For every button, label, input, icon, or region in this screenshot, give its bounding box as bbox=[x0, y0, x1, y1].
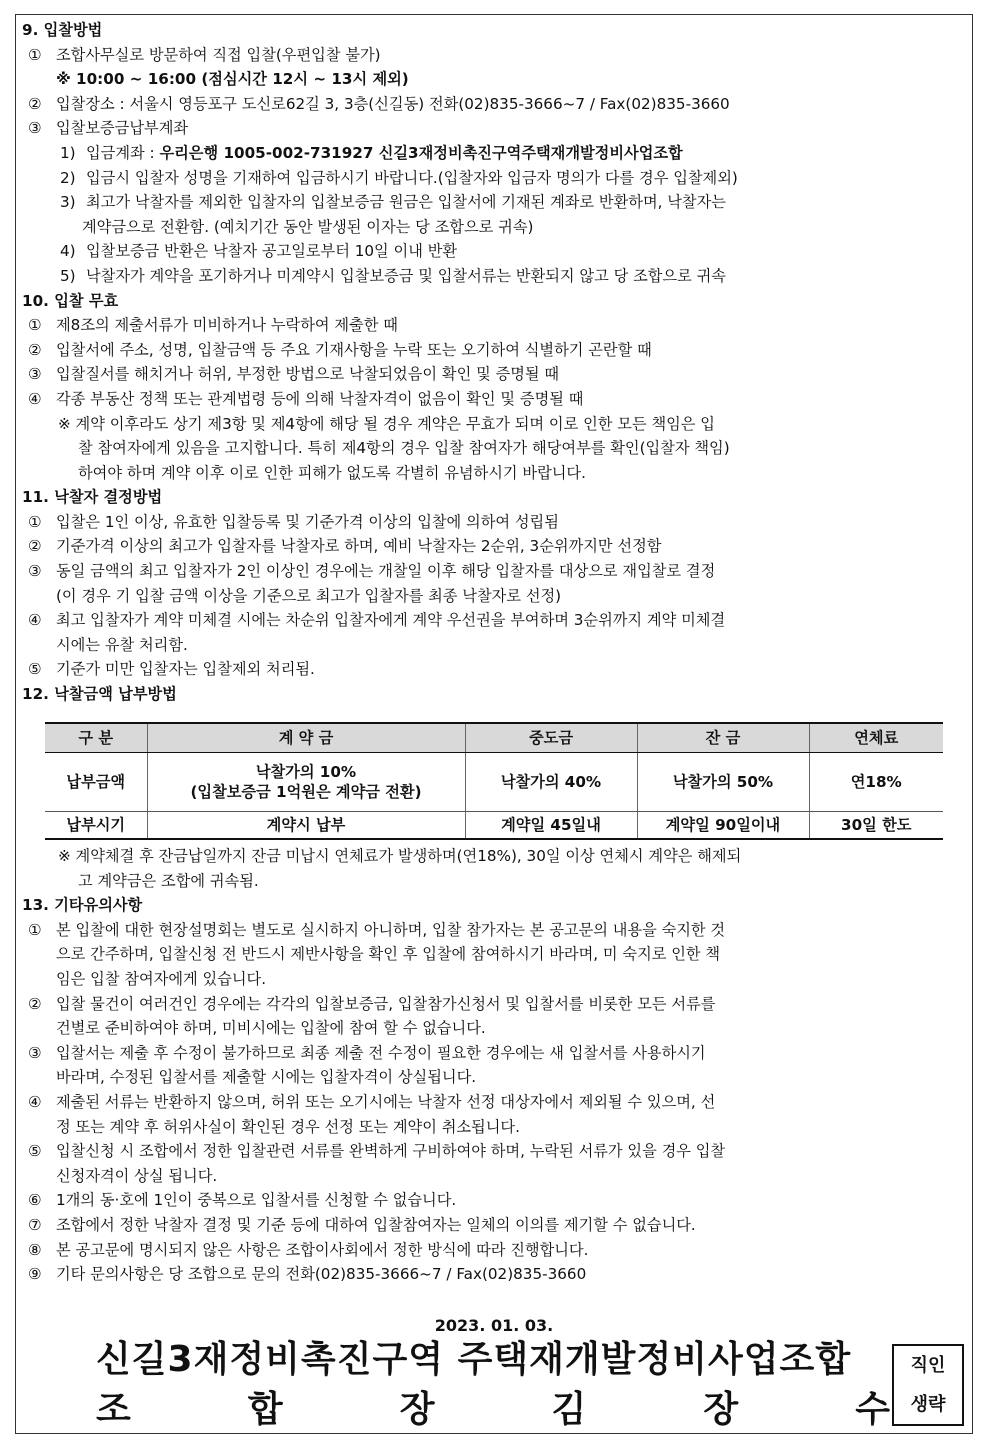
header-cell: 계 약 금 bbox=[147, 723, 465, 753]
header-cell: 연체료 bbox=[809, 723, 943, 753]
s12-note-line-2: 고 계약금은 조합에 귀속됨. bbox=[78, 871, 259, 890]
s9-sub-4: 4) 입찰보증금 반환은 낙찰자 공고일로부터 10일 이내 반환 bbox=[60, 242, 458, 261]
s13-item-6: ⑥ 1개의 동·호에 1인이 중복으로 입찰서를 신청할 수 없습니다. bbox=[28, 1191, 457, 1210]
table-cell: 계약일 90일이내 bbox=[637, 812, 809, 840]
s10-item-2: ② 입찰서에 주소, 성명, 입찰금액 등 주요 기재사항을 누락 또는 오기하여 식별하기 곤란할 때 bbox=[28, 340, 652, 359]
chairman-char: 장 bbox=[399, 1389, 435, 1430]
section-9-title: 9. 입찰방법 bbox=[22, 21, 103, 39]
s9-sub-3: 3) 최고가 낙찰자를 제외한 입찰자의 입찰보증금 원금은 입찰서에 기재된 계좌로 반환하며, 낙찰자는 bbox=[60, 193, 726, 212]
section-13-title: 13. 기타유의사항 bbox=[22, 896, 143, 915]
s13-item-4: ④ 제출된 서류는 반환하지 않으며, 허위 또는 오기시에는 낙찰자 선정 대상자에서 제외될 수 있으며, 선 bbox=[28, 1092, 716, 1111]
s9-item-1: ① 조합사무실로 방문하여 직접 입찰(우편입찰 불가) bbox=[28, 45, 381, 64]
s12-note-line-1: ※ 계약체결 후 잔금납일까지 잔금 미납시 연체료가 발생하며(연18%), 30일 이상 연체시 계약은 해제되 bbox=[58, 847, 742, 865]
table-cell: 낙찰가의 40% bbox=[465, 753, 637, 812]
stamp-label-bottom: 생략 bbox=[910, 1394, 946, 1415]
s11-item-1: ① 입찰은 1인 이상, 유효한 입찰등록 및 기준가격 이상의 입찰에 의하여 성립됨 bbox=[28, 512, 559, 531]
s13-item-5-cont: 신청자격이 상실 됩니다. bbox=[56, 1166, 218, 1185]
header-cell: 구 분 bbox=[45, 723, 147, 753]
s10-item-1: ① 제8조의 제출서류가 미비하거나 누락하여 제출한 때 bbox=[28, 316, 398, 335]
s9-item-2: ② 입찰장소 : 서울시 영등포구 도신로62길 3, 3층(신길동) 전화(02)835-3666~7 / Fax(02)835-3660 bbox=[28, 94, 730, 113]
s13-item-1-cont: 으로 간주하며, 입찰신청 전 반드시 제반사항을 확인 후 입찰에 참여하시기 바라며, 미 숙지로 인한 책 bbox=[56, 945, 721, 964]
s11-item-4-cont: 시에는 유찰 처리함. bbox=[56, 635, 188, 654]
s13-item-3: ③ 입찰서는 제출 후 수정이 불가하므로 최종 제출 전 수정이 필요한 경우에는 새 입찰서를 사용하시기 bbox=[28, 1043, 706, 1062]
s11-item-3: ③ 동일 금액의 최고 입찰자가 2인 이상인 경우에는 개찰일 이후 해당 입찰자를 대상으로 재입찰로 결정 bbox=[28, 562, 716, 581]
s11-item-2: ② 기준가격 이상의 최고가 입찰자를 낙찰자로 하며, 예비 낙찰자는 2순위, 3순위까지만 선정함 bbox=[28, 537, 662, 556]
table-cell: 낙찰가의 50% bbox=[637, 753, 809, 812]
s9-sub-1: 1) 입금계좌 : 우리은행 1005-002-731927 신길3재정비촉진구역주택재개발정비사업조합 bbox=[60, 143, 683, 162]
s9-time-note: ※ 10:00 ~ 16:00 (점심시간 12시 ~ 13시 제외) bbox=[56, 70, 409, 89]
s13-item-2: ② 입찰 물건이 여러건인 경우에는 각각의 입찰보증금, 입찰참가신청서 및 입찰서를 비롯한 모든 서류를 bbox=[28, 994, 716, 1013]
chairman-name bbox=[96, 1386, 890, 1434]
row-label: 납부시기 bbox=[45, 812, 147, 840]
s10-note-line-3: 하여야 하며 계약 이후 이로 인한 피해가 없도록 각별히 유념하시기 바랍니다. bbox=[78, 463, 586, 482]
table-row bbox=[45, 753, 943, 812]
s9-sub-3-cont: 계약금으로 전환함. (예치기간 동안 발생된 이자는 당 조합으로 귀속) bbox=[82, 217, 534, 236]
s13-item-2-cont: 건별로 준비하여야 하며, 미비시에는 입찰에 참여 할 수 없습니다. bbox=[56, 1019, 486, 1038]
notice-date: 2023. 01. 03. bbox=[434, 1316, 554, 1335]
table-cell: 계약시 납부 bbox=[147, 812, 465, 840]
s13-item-4-cont: 정 또는 계약 후 허위사실이 확인된 경우 선정 또는 계약이 취소됩니다. bbox=[56, 1117, 520, 1136]
table-cell: 30일 한도 bbox=[809, 812, 943, 840]
s9-item-3: ③ 입찰보증금납부계좌 bbox=[28, 119, 189, 138]
s13-item-9: ⑨ 기타 문의사항은 당 조합으로 문의 전화(02)835-3666~7 / Fax(02)835-3660 bbox=[28, 1265, 587, 1284]
s13-item-8: ⑧ 본 공고문에 명시되지 않은 사항은 조합이사회에서 정한 방식에 따라 진행합니다. bbox=[28, 1240, 589, 1259]
table-cell: 연18% bbox=[809, 753, 943, 812]
s11-item-5: ⑤ 기준가 미만 입찰자는 입찰제외 처리됨. bbox=[28, 660, 315, 679]
s13-item-1: ① 본 입찰에 대한 현장설명회는 별도로 실시하지 아니하며, 입찰 참가자는 본 공고문의 내용을 숙지한 것 bbox=[28, 920, 726, 939]
section-11-title: 11. 낙찰자 결정방법 bbox=[22, 488, 163, 507]
chairman-char: 장 bbox=[703, 1389, 739, 1430]
bank-account: 우리은행 1005-002-731927 신길3재정비촉진구역주택재개발정비사업조합 bbox=[159, 143, 683, 162]
payment-table bbox=[45, 722, 943, 840]
organization-name: 신길3재정비촉진구역 주택재개발정비사업조합 bbox=[96, 1339, 852, 1380]
notice-body-lower bbox=[22, 844, 968, 1287]
stamp-label-top: 직인 bbox=[910, 1355, 946, 1376]
s9-sub-2: 2) 입금시 입찰자 성명을 기재하여 입금하시기 바랍니다.(입찰자와 입금자 명의가 다를 경우 입찰제외) bbox=[60, 168, 738, 187]
s13-item-5: ⑤ 입찰신청 시 조합에서 정한 입찰관련 서류를 완벽하게 구비하여야 하며, 누락된 서류가 있을 경우 입찰 bbox=[28, 1142, 726, 1161]
s11-item-4: ④ 최고 입찰자가 계약 미체결 시에는 차순위 입찰자에게 계약 우선권을 부여하며 3순위까지 계약 미체결 bbox=[28, 611, 726, 630]
table-header-row bbox=[45, 723, 943, 753]
s10-item-3: ③ 입찰질서를 해치거나 허위, 부정한 방법으로 낙찰되었음이 확인 및 증명될 때 bbox=[28, 365, 560, 384]
s10-note-line-2: 찰 참여자에게 있음을 고지합니다. 특히 제4항의 경우 입찰 참여자가 해당여부를 확인(입찰자 책임) bbox=[78, 439, 730, 458]
s10-note-line-1: ※ 계약 이후라도 상기 제3항 및 제4항에 해당 될 경우 계약은 무효가 되며 이로 인한 모든 책임은 입 bbox=[58, 414, 715, 433]
section-12-title: 12. 낙찰금액 납부방법 bbox=[22, 685, 177, 704]
table-cell: 낙찰가의 10% (입찰보증금 1억원은 계약금 전환) bbox=[147, 753, 465, 812]
s13-item-1-cont: 임은 입찰 참여자에게 있습니다. bbox=[56, 969, 267, 988]
chairman-char: 수 bbox=[855, 1389, 890, 1430]
table-row bbox=[45, 812, 943, 840]
table-cell: 계약일 45일내 bbox=[465, 812, 637, 840]
s10-item-4: ④ 각종 부동산 정책 또는 관계법령 등에 의해 낙찰자격이 없음이 확인 및 증명될 때 bbox=[28, 389, 584, 408]
chairman-char: 조 bbox=[96, 1389, 131, 1430]
header-cell: 중도금 bbox=[465, 723, 637, 753]
s13-item-3-cont: 바라며, 수정된 입찰서를 제출할 시에는 입찰자격이 상실됩니다. bbox=[56, 1068, 477, 1087]
s11-item-3-cont: (이 경우 기 입찰 금액 이상을 기준으로 최고가 입찰자를 최종 낙찰자로 선정) bbox=[56, 586, 562, 605]
s9-sub-5: 5) 낙찰자가 계약을 포기하거나 미계약시 입찰보증금 및 입찰서류는 반환되지 않고 당 조합으로 귀속 bbox=[60, 266, 726, 285]
section-10-title: 10. 입찰 무효 bbox=[22, 291, 119, 310]
chairman-char: 김 bbox=[551, 1389, 587, 1430]
header-cell: 잔 금 bbox=[637, 723, 809, 753]
row-label: 납부금액 bbox=[45, 753, 147, 812]
chairman-char: 합 bbox=[247, 1389, 283, 1430]
seal-omitted-box bbox=[892, 1344, 964, 1426]
s13-item-7: ⑦ 조합에서 정한 낙찰자 결정 및 기준 등에 대하여 입찰참여자는 일체의 이의를 제기할 수 없습니다. bbox=[28, 1215, 696, 1234]
notice-body bbox=[22, 18, 968, 707]
